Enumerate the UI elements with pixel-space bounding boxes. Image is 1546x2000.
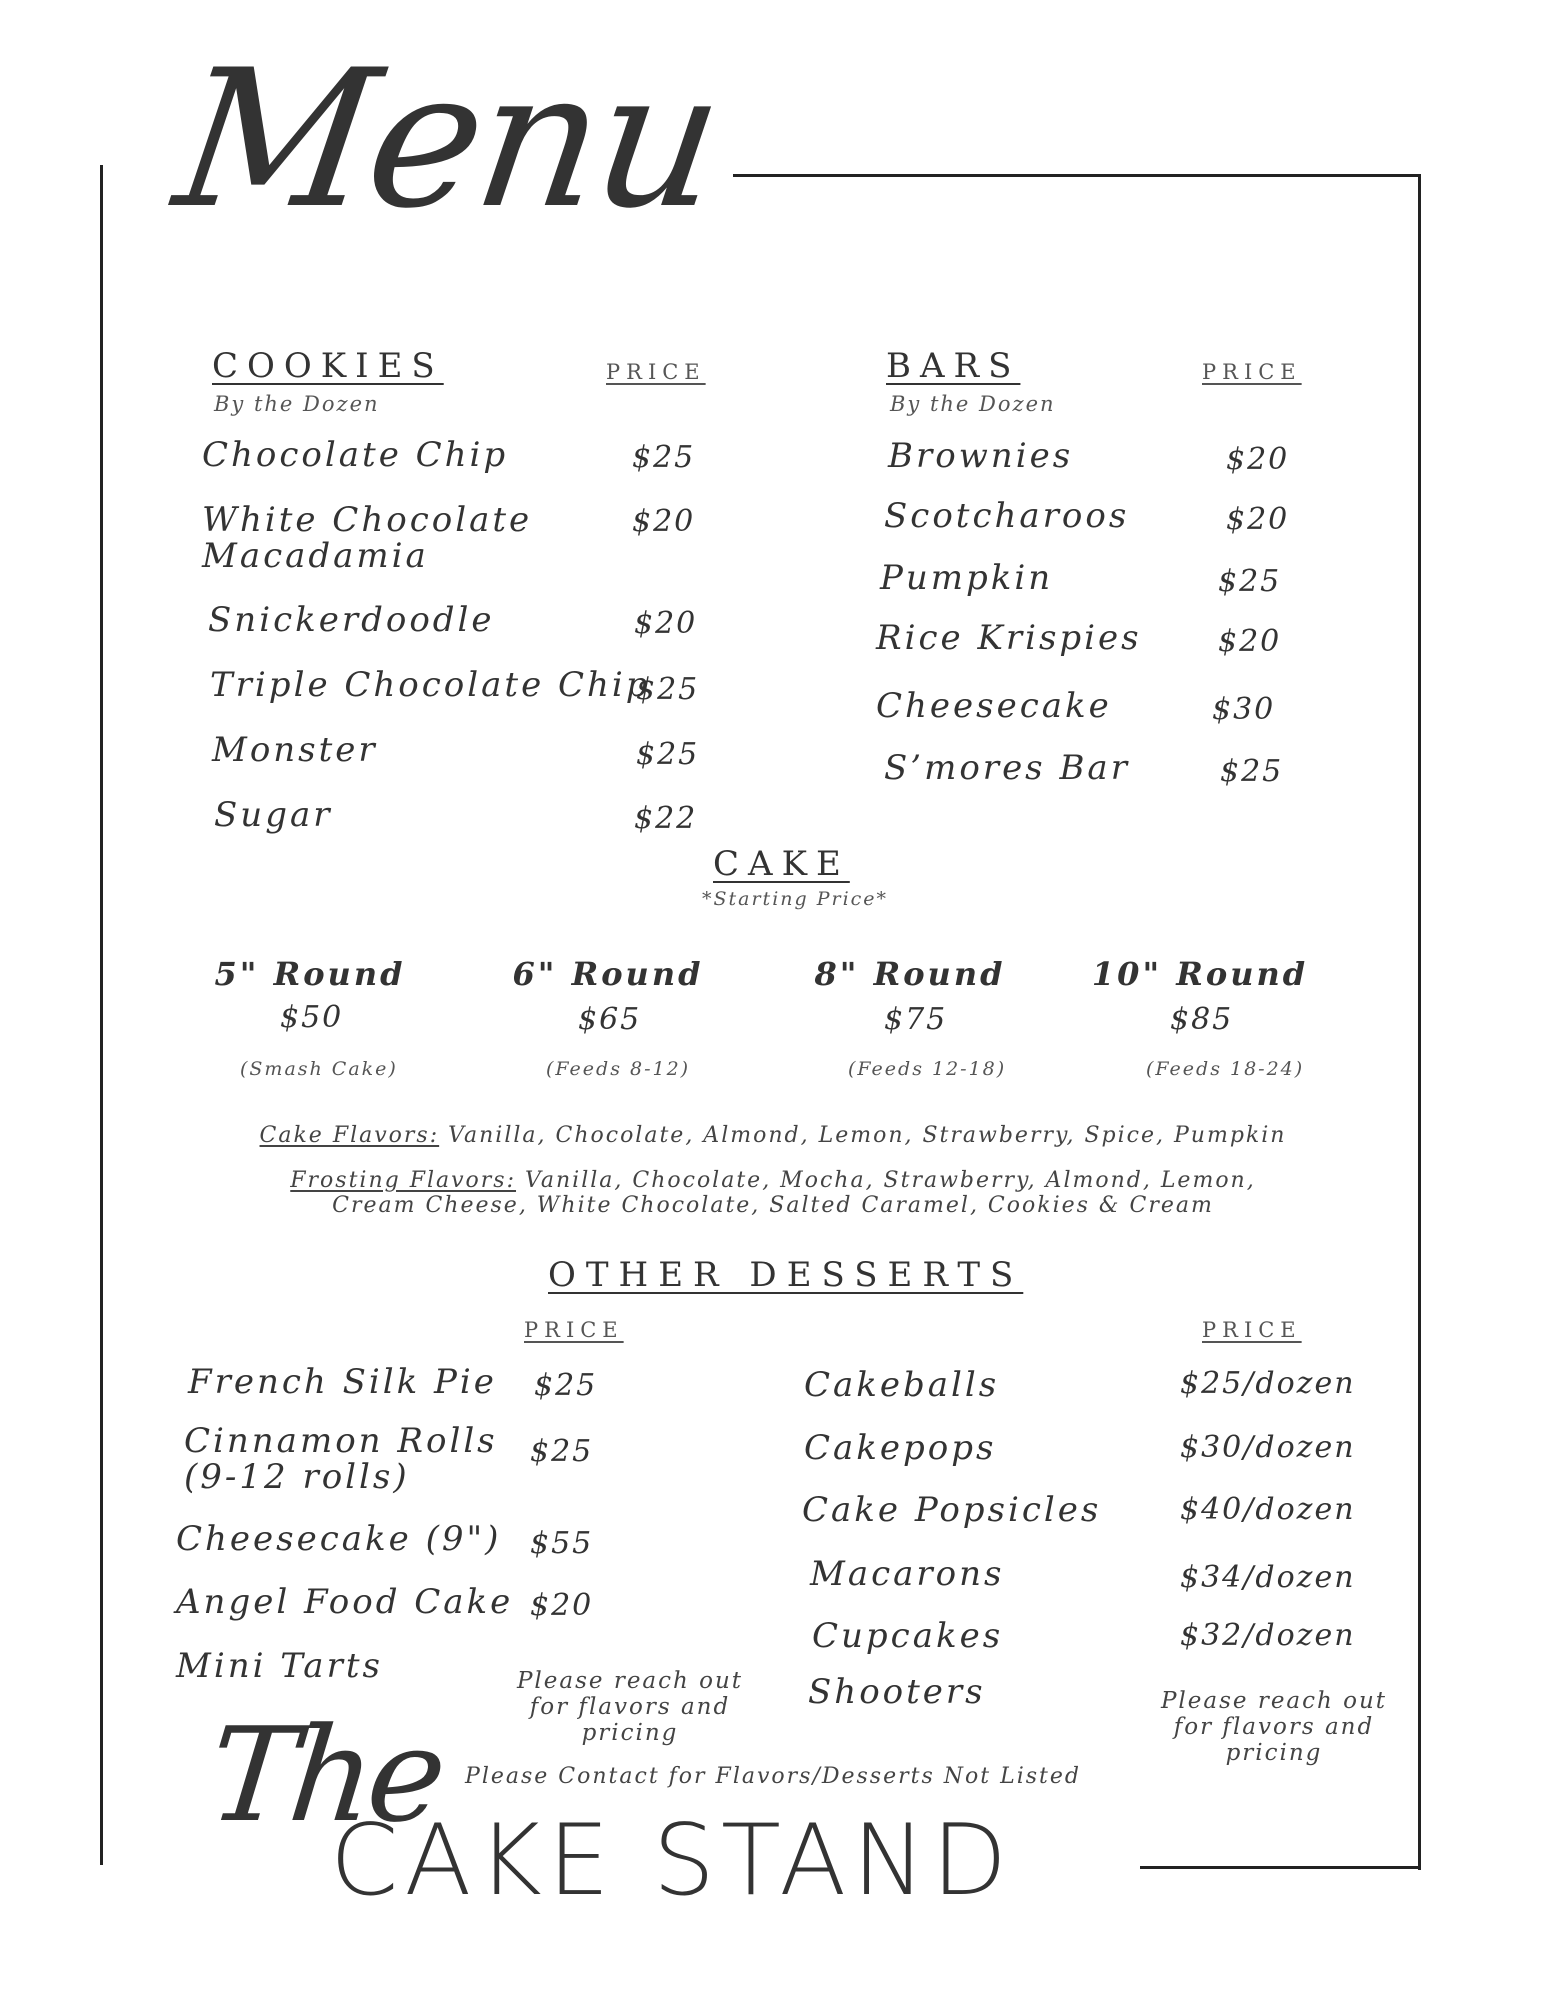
item-price: $25 bbox=[636, 737, 700, 772]
contact-note: Please Contact for Flavors/Desserts Not Listed bbox=[465, 1764, 1081, 1789]
item-price: $25 bbox=[530, 1434, 594, 1469]
list-item: White Chocolate bbox=[202, 500, 533, 540]
list-item: Triple Chocolate Chip bbox=[210, 665, 651, 705]
frame-bottom-line bbox=[1140, 1866, 1421, 1869]
brand-name: CAKE STAND bbox=[330, 1804, 1014, 1918]
list-item: Snickerdoodle bbox=[208, 600, 495, 640]
cake-size-label: 6" Round bbox=[512, 955, 704, 993]
list-item: Cakeballs bbox=[804, 1365, 1000, 1405]
list-item: Rice Krispies bbox=[876, 618, 1142, 658]
cake-size-label: 5" Round bbox=[214, 955, 406, 993]
cake-size-price: $65 bbox=[578, 1002, 642, 1037]
item-price: $40/dozen bbox=[1180, 1492, 1356, 1527]
item-price: $20 bbox=[1226, 502, 1290, 537]
item-price: $34/dozen bbox=[1180, 1560, 1356, 1595]
cookies-price-label: PRICE bbox=[606, 360, 706, 384]
list-item: Mini Tarts bbox=[176, 1646, 383, 1686]
cookies-heading: COOKIES bbox=[212, 346, 444, 386]
cake-size-label: 8" Round bbox=[814, 955, 1006, 993]
list-item-line2: Macadamia bbox=[202, 536, 429, 576]
note-line: for flavors and bbox=[1173, 1714, 1375, 1740]
list-item-line2: (9-12 rolls) bbox=[184, 1457, 410, 1497]
frosting-flavors-line2: Cream Cheese, White Chocolate, Salted Caramel, Cookies & Cream bbox=[332, 1193, 1214, 1218]
item-price: $25 bbox=[1220, 754, 1284, 789]
note-line: pricing bbox=[1225, 1740, 1323, 1766]
note-line: for flavors and bbox=[529, 1694, 731, 1720]
frame-left-line bbox=[100, 165, 103, 1865]
frame-right-line bbox=[1418, 174, 1421, 1870]
item-price: $20 bbox=[1226, 442, 1290, 477]
page-title: Menu bbox=[164, 29, 732, 250]
left-reach-note bbox=[510, 1668, 750, 1746]
bars-price-label: PRICE bbox=[1202, 360, 1302, 384]
item-price: $22 bbox=[634, 801, 698, 836]
cake-heading: CAKE bbox=[713, 844, 850, 884]
frame-top-line bbox=[733, 174, 1421, 177]
bars-subheading: By the Dozen bbox=[890, 392, 1056, 416]
cake-flavors-list: Vanilla, Chocolate, Almond, Lemon, Strawberry, Spice, Pumpkin bbox=[439, 1123, 1287, 1148]
cake-size-note: (Feeds 18-24) bbox=[1146, 1058, 1305, 1080]
item-price: $25 bbox=[632, 440, 696, 475]
note-line: Please reach out bbox=[1160, 1688, 1388, 1714]
cake-size-price: $50 bbox=[280, 1000, 344, 1035]
cake-flavors bbox=[0, 1123, 1546, 1148]
list-item: Cakepops bbox=[804, 1428, 997, 1468]
item-price: $20 bbox=[632, 504, 696, 539]
cake-size-card bbox=[498, 955, 718, 993]
list-item: Chocolate Chip bbox=[202, 435, 509, 475]
list-item: Cinnamon Rolls bbox=[184, 1421, 498, 1461]
item-price: $25 bbox=[534, 1368, 598, 1403]
cake-size-price: $85 bbox=[1170, 1002, 1234, 1037]
bars-heading: BARS bbox=[886, 346, 1021, 386]
brand-the: The bbox=[202, 1699, 448, 1851]
cake-size-note: (Feeds 12-18) bbox=[848, 1058, 1007, 1080]
item-price: $25 bbox=[636, 672, 700, 707]
right-reach-note bbox=[1154, 1688, 1394, 1766]
frosting-flavors-list: Vanilla, Chocolate, Mocha, Strawberry, Almond, Lemon, bbox=[516, 1168, 1256, 1193]
item-price: $25/dozen bbox=[1180, 1366, 1356, 1401]
cake-size-note: (Smash Cake) bbox=[240, 1058, 398, 1080]
other-price-label-left: PRICE bbox=[524, 1318, 624, 1342]
list-item: Monster bbox=[212, 730, 378, 770]
list-item: Cheesecake bbox=[876, 686, 1112, 726]
frosting-flavors-label: Frosting Flavors: bbox=[290, 1168, 517, 1193]
cake-size-note: (Feeds 8-12) bbox=[546, 1058, 691, 1080]
note-line: pricing bbox=[581, 1720, 679, 1746]
cake-size-price: $75 bbox=[884, 1002, 948, 1037]
note-line: Please reach out bbox=[516, 1668, 744, 1694]
item-price: $32/dozen bbox=[1180, 1618, 1356, 1653]
frosting-flavors bbox=[0, 1168, 1546, 1193]
item-price: $55 bbox=[530, 1526, 594, 1561]
list-item: Scotcharoos bbox=[884, 496, 1130, 536]
item-price: $20 bbox=[530, 1588, 594, 1623]
list-item: Macarons bbox=[810, 1554, 1005, 1594]
cake-subheading: *Starting Price* bbox=[702, 888, 889, 910]
list-item: Shooters bbox=[808, 1672, 986, 1712]
list-item: Cupcakes bbox=[812, 1616, 1004, 1656]
list-item: Cheesecake (9") bbox=[176, 1519, 502, 1559]
item-price: $20 bbox=[1218, 624, 1282, 659]
other-price-label-right: PRICE bbox=[1202, 1318, 1302, 1342]
cake-size-label: 10" Round bbox=[1091, 955, 1309, 993]
item-price: $25 bbox=[1218, 564, 1282, 599]
cake-size-card bbox=[800, 955, 1020, 993]
other-desserts-heading: OTHER DESSERTS bbox=[548, 1255, 1024, 1295]
list-item: Angel Food Cake bbox=[176, 1582, 514, 1622]
item-price: $30/dozen bbox=[1180, 1430, 1356, 1465]
list-item: Pumpkin bbox=[880, 558, 1054, 598]
list-item: French Silk Pie bbox=[188, 1362, 497, 1402]
item-price: $30 bbox=[1212, 692, 1276, 727]
cake-size-card bbox=[200, 955, 420, 993]
cookies-subheading: By the Dozen bbox=[214, 392, 380, 416]
list-item: S’mores Bar bbox=[884, 748, 1130, 788]
list-item: Brownies bbox=[888, 436, 1074, 476]
cake-size-card bbox=[1080, 955, 1320, 993]
item-price: $20 bbox=[634, 606, 698, 641]
list-item: Sugar bbox=[214, 795, 333, 835]
cake-flavors-label: Cake Flavors: bbox=[259, 1123, 440, 1148]
list-item: Cake Popsicles bbox=[802, 1490, 1102, 1530]
